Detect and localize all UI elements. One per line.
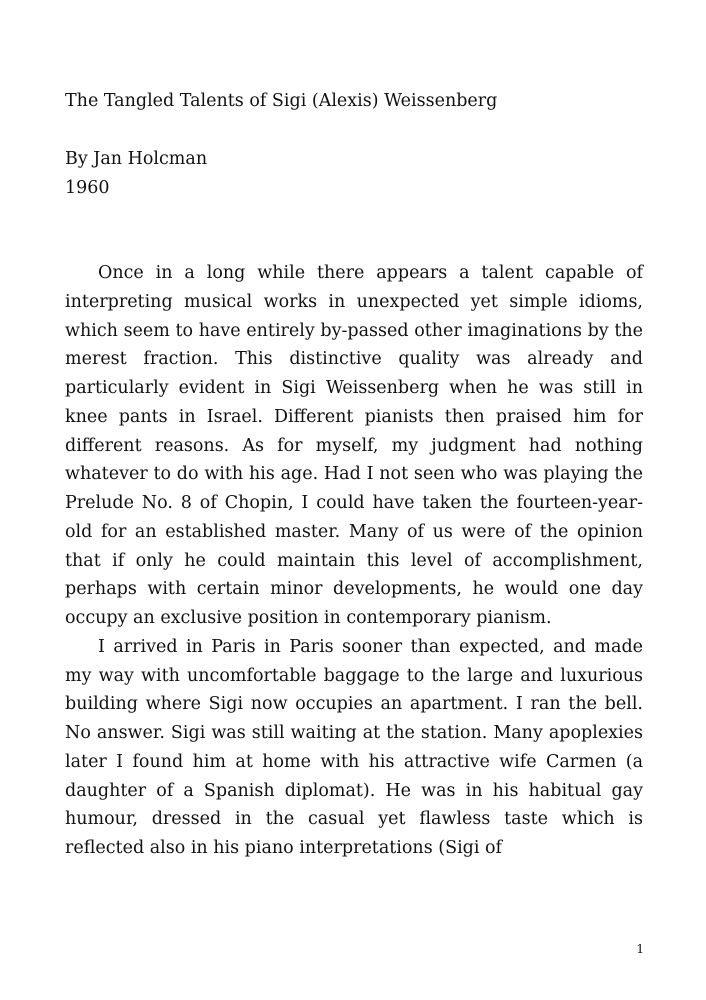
author-line: By Jan Holcman: [65, 149, 208, 169]
page-number: 1: [636, 942, 644, 956]
article-body: [65, 259, 643, 863]
paragraph-1: Once in a long while there appears a talent capable of interpreting musical works in unexpected yet simple idioms, which seem to have entirely by-passed other imaginations by the merest fraction. This distinctive quality was already and particularly evident in Sigi Weissenberg when he was still in knee pants in Israel. Different pianists then praised him for different reasons. As for myself, my judgment had nothing whatever to do with his age. Had I not seen who was playing the Prelude No. 8 of Chopin, I could have taken the fourteen-year-old for an established master. Many of us were of the opinion that if only he could maintain this level of accomplishment, perhaps with certain minor developments, he would one day occupy an exclusive position in contemporary pianism.: [65, 263, 643, 628]
paragraph-2: I arrived in Paris in Paris sooner than expected, and made my way with uncomfortable baggage to the large and luxurious building where Sigi now occupies an apartment. I ran the bell. No answer. Sigi was still waiting at the station. Many apoplexies later I found him at home with his attractive wife Carmen (a daughter of a Spanish diplomat). He was in his habitual gay humour, dressed in the casual yet flawless taste which is reflected also in his piano interpretations (Sigi of: [65, 636, 643, 858]
year-line: 1960: [65, 178, 110, 198]
document-title: The Tangled Talents of Sigi (Alexis) Weissenberg: [65, 91, 498, 111]
